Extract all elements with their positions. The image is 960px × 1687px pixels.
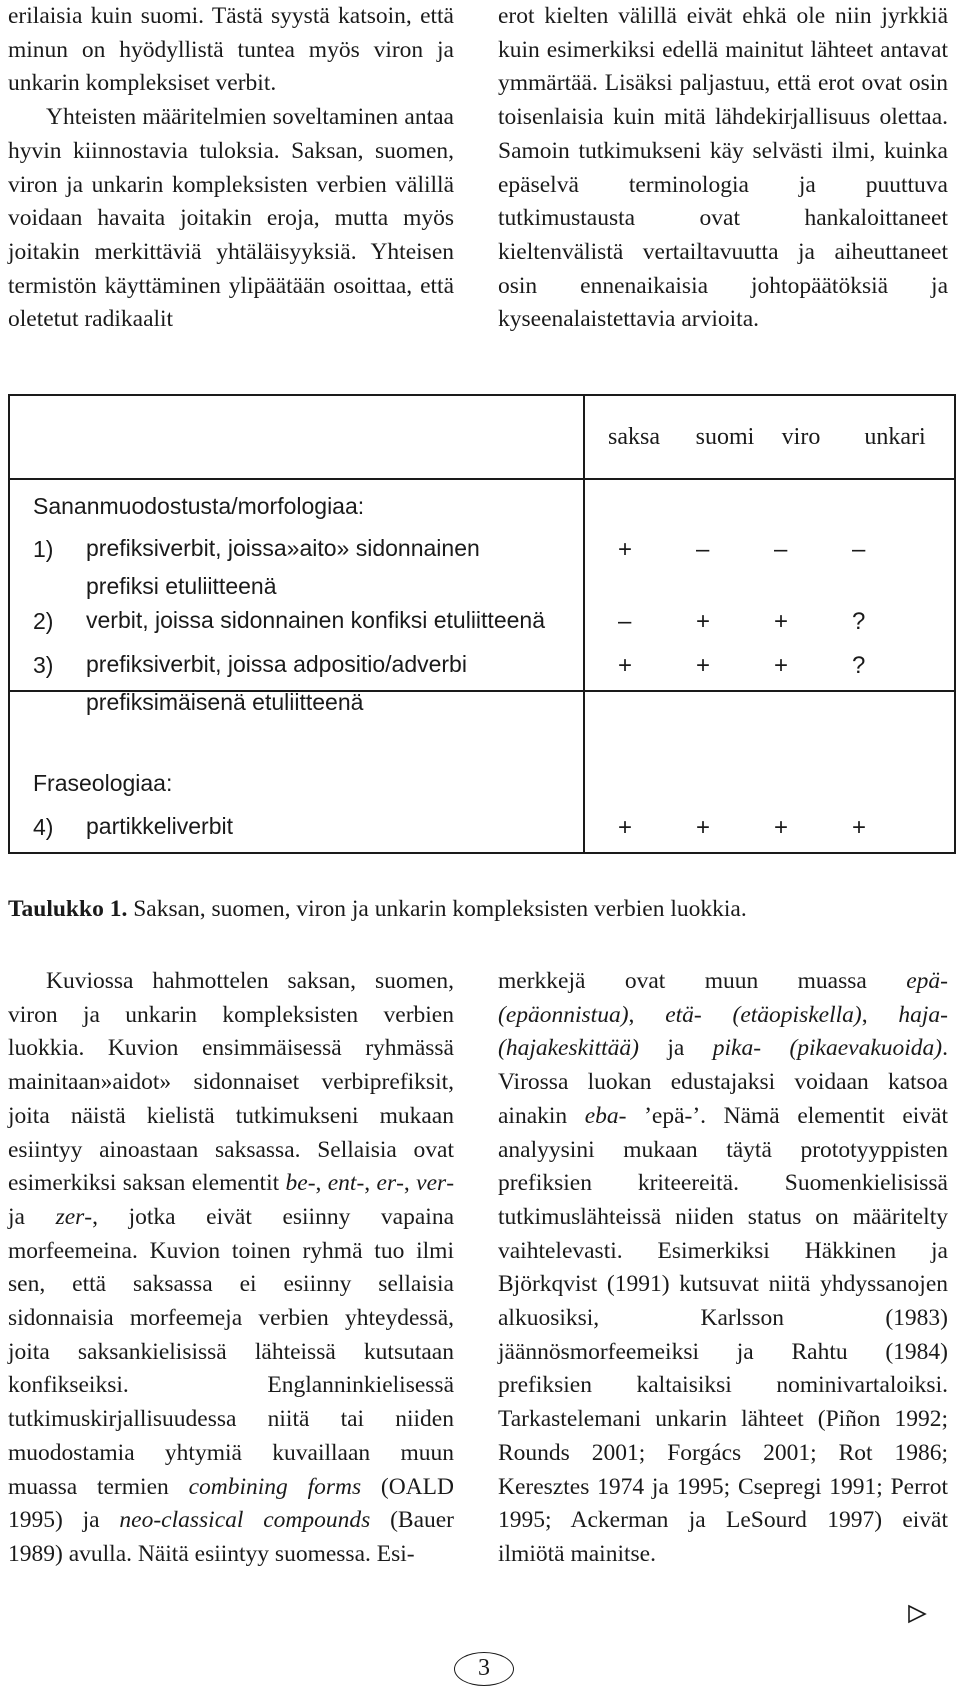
row-number: 2) xyxy=(33,608,54,634)
cell-saksa: + xyxy=(618,652,633,679)
top-left-column xyxy=(8,0,454,337)
cell-viro: – xyxy=(774,536,788,563)
top-right-column xyxy=(498,0,948,337)
row-description: prefiksiverbit, joissa adpositio/adverbi prefiksimäisenä etuliitteenä xyxy=(86,651,467,715)
cell-viro: + xyxy=(774,608,789,635)
cell-saksa: + xyxy=(618,536,633,563)
column-header-suomi: suomi xyxy=(695,424,755,450)
cell-viro: + xyxy=(774,814,789,841)
row-number: 1) xyxy=(33,536,54,562)
paragraph: Yhteisten määritelmien soveltaminen antaa hyvin kiinnostavia tuloksia. Saksan, suomen, viron ja unkarin kompleksisten verbien välillä voidaan havaita joitakin eroja, mutta myös joitakin merkittäviä yhtäläisyyksiä. Yhteisen termistön käyttäminen ylipäätään osoittaa, että oletetut radikaalit xyxy=(8,104,454,333)
section-title-phraseology: Fraseologiaa: xyxy=(33,770,173,796)
cell-unkari: + xyxy=(852,814,867,841)
caption-text: Saksan, suomen, viron ja unkarin kompleksisten verbien luokkia. xyxy=(127,896,747,922)
table-header-divider xyxy=(10,478,954,480)
bottom-left-column xyxy=(8,965,454,1572)
cell-suomi: + xyxy=(696,652,711,679)
cell-viro: + xyxy=(774,652,789,679)
row-description: verbit, joissa sidonnainen konfiksi etuliitteenä xyxy=(86,607,545,633)
verb-classes-table xyxy=(8,394,956,854)
page-number: 3 xyxy=(454,1652,514,1686)
row-number: 3) xyxy=(33,652,54,678)
row-description: partikkeliverbit xyxy=(86,813,233,839)
cell-suomi: + xyxy=(696,814,711,841)
table-caption xyxy=(8,894,948,924)
cell-suomi: – xyxy=(696,536,710,563)
section-title-morphology: Sananmuodostusta/morfologiaa: xyxy=(33,493,365,519)
column-header-viro: viro xyxy=(781,424,821,450)
caption-label: Taulukko 1. xyxy=(8,896,128,922)
bottom-right-column xyxy=(498,965,948,1572)
cell-unkari: ? xyxy=(852,608,866,635)
column-header-unkari: unkari xyxy=(864,424,926,450)
cell-saksa: + xyxy=(618,814,633,841)
row-number: 4) xyxy=(33,814,54,840)
paragraph: erot kielten välillä eivät ehkä ole niin jyrkkiä kuin esimerkiksi edellä mainitut lähteet antavat ymmärtää. Lisäksi paljastuu, että erot ovat osin toisenlaisia kuin mitä lähdekirjallisuus olettaa. Samoin tutkimukseni käy selvästi ilmi, kuinka epäselvä terminologia ja puuttuva tutkimustausta ovat hankaloittaneet kieltenvälistä vertailtavuutta ja aiheuttaneet osin ennenaikaisia johtopäätöksiä ja kyseenalaistettavia arvioita. xyxy=(498,3,948,333)
cell-saksa: – xyxy=(618,608,632,635)
triangle-right-outline-icon xyxy=(906,1603,928,1625)
cell-suomi: + xyxy=(696,608,711,635)
paragraph: merkkejä ovat muun muassa epä- (epäonnistua), etä- (etäopiskella), haja- (hajakeskittää) ja pika- (pikaevakuoida). Virossa luokan edustajaksi voidaan katsoa ainakin eba- ’epä-’. Nämä elementit eivät analyysini mukaan täytä prototyyppisten prefiksien kriteereitä. Suomenkielisissä tutkimuslähteissä niiden status on määritelty vaihtelevasti. Esimerkiksi Häkkinen ja Björkqvist (1991) kutsuvat niitä yhdyssanojen alkuosiksi, Karlsson (1983) jäännösmorfeemeiksi ja Rahtu (1984) prefiksien kaltaisiksi nominivartaloiksi. Tarkastelemani unkarin lähteet (Piñon 1992; Rounds 2001; Forgács 2001; Rot 1986; Keresztes 1974 ja 1995; Csepregi 1991; Perrot 1995; Ackerman ja LeSourd 1997) eivät ilmiötä mainitse. xyxy=(498,968,948,1567)
paragraph: erilaisia kuin suomi. Tästä syystä katsoin, että minun on hyödyllistä tuntea myös viron ja unkarin kompleksiset verbit. xyxy=(8,3,454,97)
cell-unkari: ? xyxy=(852,652,866,679)
cell-unkari: – xyxy=(852,536,866,563)
column-header-saksa: saksa xyxy=(608,424,660,450)
paragraph: Kuviossa hahmottelen saksan, suomen, viron ja unkarin kompleksisten verbien luokkia. Kuvion ensimmäisessä ryhmässä mainitaan»aidot» sidonnaiset verbiprefiksit, joita näistä kielistä tutkimukseni mukaan esiintyy ainoastaan saksassa. Sellaisia ovat esimerkiksi saksan elementit be-, ent-, er-, ver- ja zer-, jotka eivät esiinny vapaina morfeemeina. Kuvion toinen ryhmä tuo ilmi sen, että saksassa ei esiinny sellaisia sidonnaisia morfeemeja verbien yhteydessä, joita saksankielisissä lähteissä kutsutaan konfikseiksi. Englanninkielisessä tutkimuskirjallisuudessa niitä tai niiden muodostamia yhtymiä kuvaillaan muun muassa termien combining forms (OALD 1995) ja neo-classical compounds (Bauer 1989) avulla. Näitä esiintyy suomessa. Esi- xyxy=(8,968,455,1567)
row-description: prefiksiverbit, joissa»aito» sidonnainen prefiksi etuliitteenä xyxy=(86,535,480,599)
